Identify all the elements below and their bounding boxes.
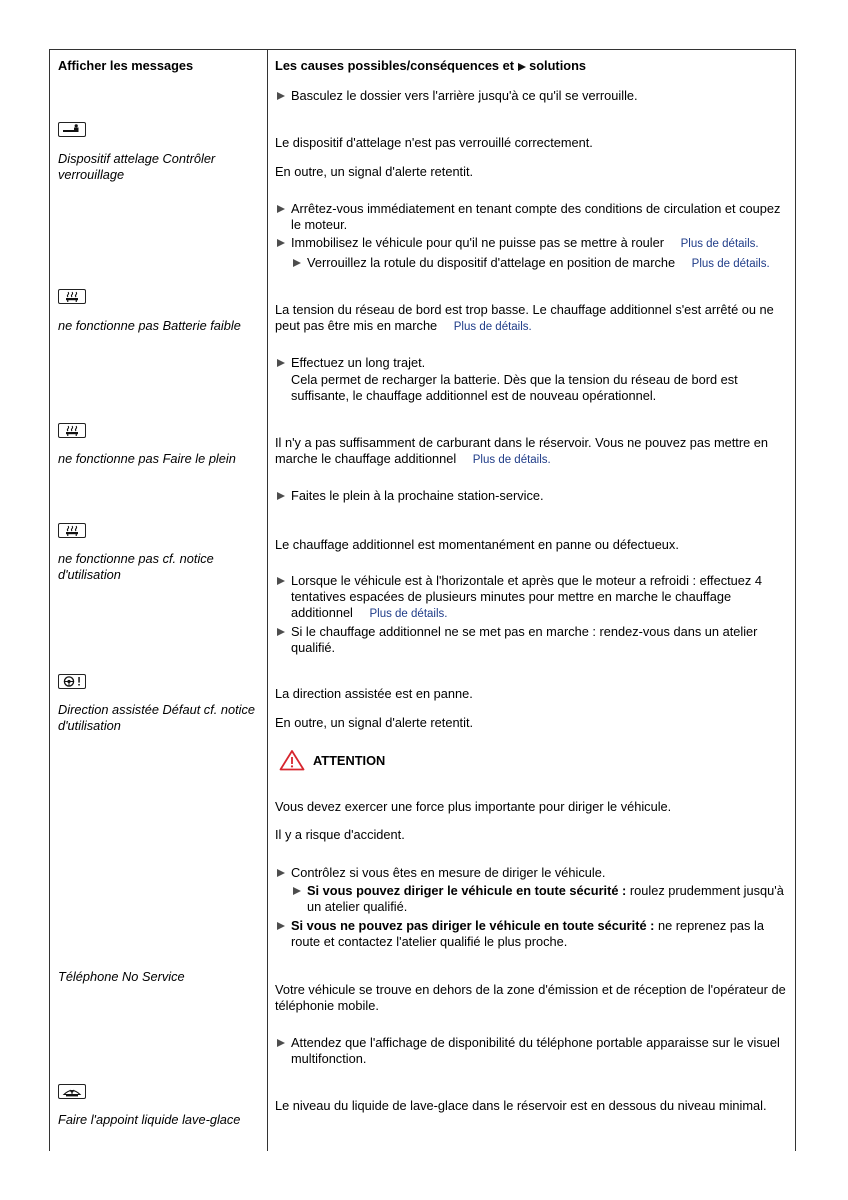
bullet-arrow-icon <box>277 492 285 500</box>
warning-text: Il y a risque d'accident. <box>275 827 405 842</box>
message-label: Direction assistée Défaut cf. notice d'utilisation <box>58 702 256 733</box>
more-details-link[interactable]: Plus de détails. <box>453 321 532 333</box>
sub-solution-item <box>307 255 791 272</box>
bullet-arrow-icon <box>277 869 285 877</box>
solution-item <box>291 1035 791 1067</box>
cause-text: En outre, un signal d'alerte retentit. <box>275 164 474 179</box>
solution-condition: Si vous ne pouvez pas diriger le véhicule en toute sécurité : <box>291 918 655 933</box>
column-header-causes-text: Les causes possibles/conséquences et <box>275 58 514 73</box>
warning-title: ATTENTION <box>313 753 386 768</box>
more-details-link[interactable]: Plus de détails. <box>472 454 551 466</box>
solution-text: Faites le plein à la prochaine station-service. <box>291 488 544 503</box>
solution-item <box>291 201 791 233</box>
solution-text: Verrouillez la rotule du dispositif d'attelage en position de marche <box>307 255 676 270</box>
solution-text: Contrôlez si vous êtes en mesure de diriger le véhicule. <box>291 865 606 880</box>
bullet-arrow-icon <box>293 259 301 267</box>
bullet-arrow-icon <box>293 887 301 895</box>
cause-text: Votre véhicule se trouve en dehors de la zone d'émission et de réception de l'opérateur de téléphonie mobile. <box>275 982 786 1013</box>
cause-text <box>275 435 793 468</box>
washer-fluid-icon <box>58 1084 86 1099</box>
cause-text: La direction assistée est en panne. <box>275 686 473 701</box>
solution-item <box>291 865 791 881</box>
cause-text-content: Il n'y a pas suffisamment de carburant dans le réservoir. Vous ne pouvez pas mettre en marche le chauffage additionnel <box>275 435 769 466</box>
column-header-messages: Afficher les messages <box>58 58 194 73</box>
bullet-arrow-icon <box>277 239 285 247</box>
column-header-causes <box>275 58 793 74</box>
bullet-arrow-icon <box>277 359 285 367</box>
column-divider <box>267 49 268 1151</box>
message-label: Dispositif attelage Contrôler verrouillage <box>58 151 216 182</box>
bullet-arrow-icon <box>277 577 285 585</box>
solution-item <box>291 624 791 656</box>
solution-item <box>291 355 791 371</box>
sub-solution-item <box>307 883 791 915</box>
cause-text-content: La tension du réseau de bord est trop basse. Le chauffage additionnel s'est arrêté ou ne peut pas être mis en marche <box>275 302 774 333</box>
solution-text: Arrêtez-vous immédiatement en tenant compte des conditions de circulation et coupez le moteur. <box>291 201 781 232</box>
solution-item <box>291 918 791 950</box>
solution-arrow-icon <box>518 63 526 71</box>
more-details-link[interactable]: Plus de détails. <box>369 608 448 620</box>
message-label: ne fonctionne pas Faire le plein <box>58 451 236 466</box>
bullet-arrow-icon <box>277 92 285 100</box>
warning-text: Vous devez exercer une force plus importante pour diriger le véhicule. <box>275 799 672 814</box>
bullet-arrow-icon <box>277 922 285 930</box>
message-label: Téléphone No Service <box>58 969 185 984</box>
solution-text: roulez prudemment jusqu'à un atelier qualifié. <box>307 883 784 914</box>
solution-item <box>291 488 791 504</box>
cause-text: En outre, un signal d'alerte retentit. <box>275 715 474 730</box>
trailer-hitch-icon <box>58 122 86 137</box>
solution-text: ne reprenez pas la route et contactez l'atelier qualifié le plus proche. <box>291 918 764 949</box>
message-label: Faire l'appoint liquide lave-glace <box>58 1112 241 1127</box>
bullet-arrow-icon <box>277 205 285 213</box>
message-label: ne fonctionne pas cf. notice d'utilisation <box>58 551 214 582</box>
warning-triangle-icon <box>279 749 305 771</box>
solution-text: Immobilisez le véhicule pour qu'il ne puisse pas se mettre à rouler <box>291 235 665 250</box>
cause-text <box>275 302 793 335</box>
solution-text: Attendez que l'affichage de disponibilité du téléphone portable apparaisse sur le visuel multifonction. <box>291 1035 780 1066</box>
cause-text: Le niveau du liquide de lave-glace dans le réservoir est en dessous du niveau minimal. <box>275 1098 767 1113</box>
more-details-link[interactable]: Plus de détails. <box>691 258 770 270</box>
solution-item <box>291 88 791 104</box>
column-header-solutions-text: solutions <box>529 58 586 73</box>
more-details-link[interactable]: Plus de détails. <box>680 238 759 250</box>
solution-note: Cela permet de recharger la batterie. Dès que la tension du réseau de bord est suffisante, le chauffage additionnel est de nouveau opérationnel. <box>291 372 738 403</box>
solution-text: Si le chauffage additionnel ne se met pas en marche : rendez-vous dans un atelier qualifié. <box>291 624 758 655</box>
cause-text: Le chauffage additionnel est momentanément en panne ou défectueux. <box>275 537 679 552</box>
auxiliary-heater-icon <box>58 523 86 538</box>
auxiliary-heater-icon <box>58 423 86 438</box>
bullet-arrow-icon <box>277 1039 285 1047</box>
bullet-arrow-icon <box>277 628 285 636</box>
power-steering-warning-icon <box>58 674 86 689</box>
solution-text: Effectuez un long trajet. <box>291 355 426 370</box>
solution-text: Lorsque le véhicule est à l'horizontale et après que le moteur a refroidi : effectuez 4 tentatives espacées de plusieurs minutes pour mettre en marche le chauffage additionnel <box>291 573 762 620</box>
solution-text: Basculez le dossier vers l'arrière jusqu'à ce qu'il se verrouille. <box>291 88 638 103</box>
message-label: ne fonctionne pas Batterie faible <box>58 318 241 333</box>
solution-item <box>291 573 791 622</box>
cause-text: Le dispositif d'attelage n'est pas verrouillé correctement. <box>275 135 593 150</box>
solution-condition: Si vous pouvez diriger le véhicule en toute sécurité : <box>307 883 627 898</box>
solution-item <box>291 235 791 252</box>
auxiliary-heater-icon <box>58 289 86 304</box>
